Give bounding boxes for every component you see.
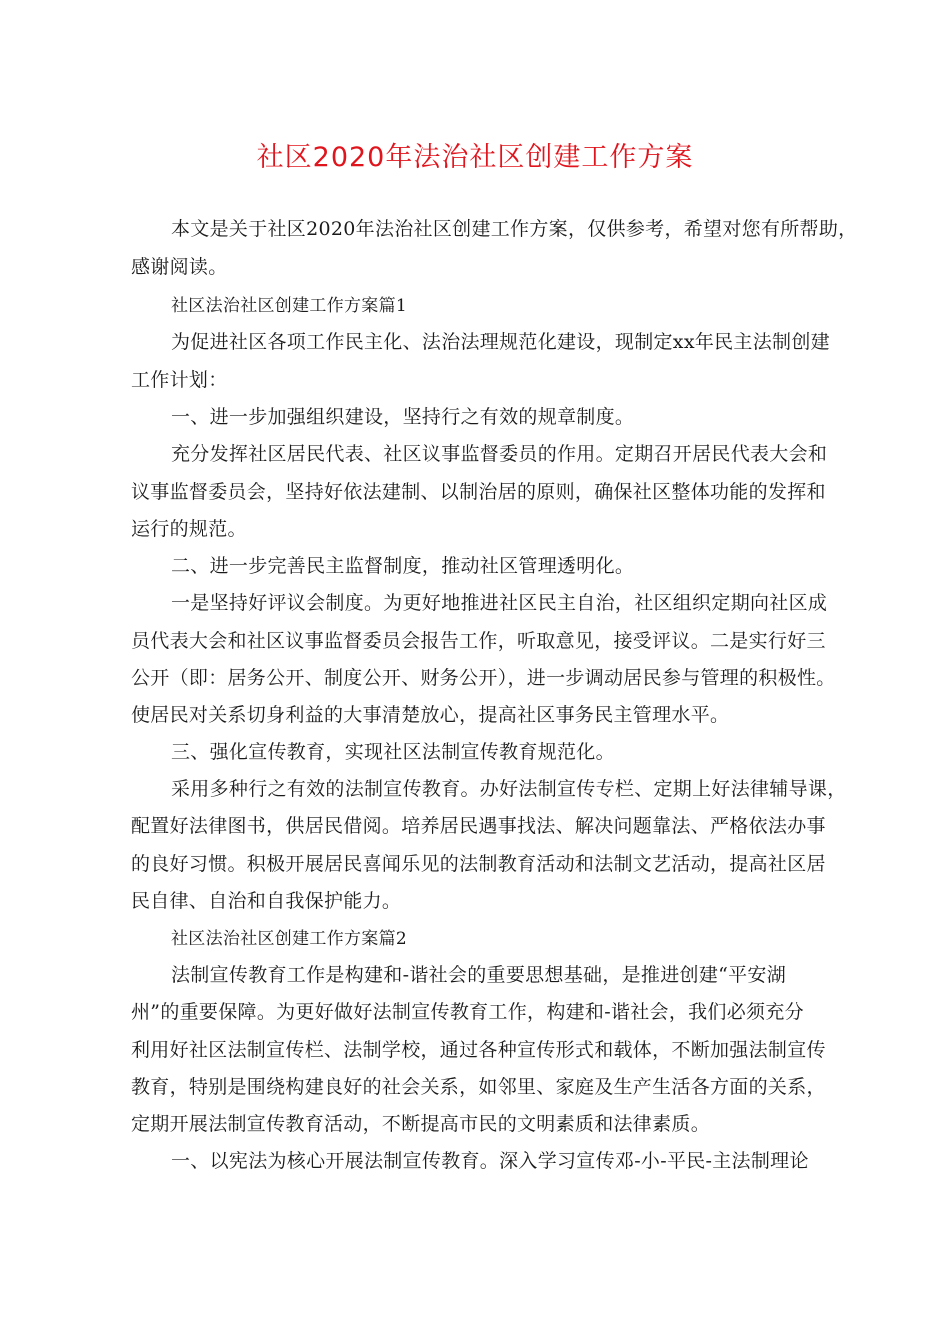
paragraph-line: 的良好习惯。积极开展居民喜闻乐见的法制教育活动和法制文艺活动，提高社区居	[131, 853, 826, 875]
paragraph-line: 充分发挥社区居民代表、社区议事监督委员的作用。定期召开居民代表大会和	[171, 443, 828, 465]
paragraph-line: 议事监督委员会，坚持好依法建制、以制治居的原则，确保社区整体功能的发挥和	[131, 481, 826, 503]
paragraph-line: 一、进一步加强组织建设，坚持行之有效的规章制度。	[171, 406, 635, 428]
section-heading: 社区法治社区创建工作方案篇1	[171, 296, 408, 316]
paragraph-line: 三、强化宣传教育，实现社区法制宣传教育规范化。	[171, 741, 615, 763]
paragraph-line: 教育，特别是围绕构建良好的社会关系，如邻里、家庭及生产生活各方面的关系，	[131, 1076, 826, 1098]
document-title: 社区2020年法治社区创建工作方案	[256, 142, 694, 173]
paragraph-line: 工作计划：	[131, 369, 228, 391]
paragraph-line: 二、进一步完善民主监督制度，推动社区管理透明化。	[171, 555, 635, 577]
paragraph-line: 采用多种行之有效的法制宣传教育。办好法制宣传专栏、定期上好法律辅导课，	[171, 778, 847, 800]
paragraph-line: 感谢阅读。	[131, 256, 228, 278]
paragraph-line: 使居民对关系切身利益的大事清楚放心，提高社区事务民主管理水平。	[131, 704, 730, 726]
paragraph-line: 一是坚持好评议会制度。为更好地推进社区民主自治，社区组织定期向社区成	[171, 592, 828, 614]
paragraph-line: 配置好法律图书，供居民借阅。培养居民遇事找法、解决问题靠法、严格依法办事	[131, 815, 826, 837]
paragraph-line: 利用好社区法制宣传栏、法制学校，通过各种宣传形式和载体，不断加强法制宣传	[131, 1039, 826, 1061]
paragraph-line: 定期开展法制宣传教育活动，不断提高市民的文明素质和法律素质。	[131, 1113, 711, 1135]
paragraph-line: 一、以宪法为核心开展法制宣传教育。深入学习宣传邓-小-平民-主法制理论	[171, 1150, 809, 1172]
paragraph-line: 员代表大会和社区议事监督委员会报告工作，听取意见，接受评议。二是实行好三	[131, 630, 826, 652]
paragraph-line: 本文是关于社区2020年法治社区创建工作方案，仅供参考，希望对您有所帮助，	[171, 218, 858, 240]
section-heading: 社区法治社区创建工作方案篇2	[171, 929, 408, 949]
paragraph-line: 州”的重要保障。为更好做好法制宣传教育工作，构建和-谐社会，我们必须充分	[131, 1001, 804, 1023]
paragraph-line: 运行的规范。	[131, 518, 247, 540]
paragraph-line: 民自律、自治和自我保护能力。	[131, 890, 402, 912]
paragraph-line: 为促进社区各项工作民主化、法治法理规范化建设，现制定xx年民主法制创建	[171, 331, 830, 353]
paragraph-line: 公开（即：居务公开、制度公开、财务公开），进一步调动居民参与管理的积极性。	[131, 667, 836, 689]
paragraph-line: 法制宣传教育工作是构建和-谐社会的重要思想基础，是推进创建“平安湖	[171, 964, 787, 986]
